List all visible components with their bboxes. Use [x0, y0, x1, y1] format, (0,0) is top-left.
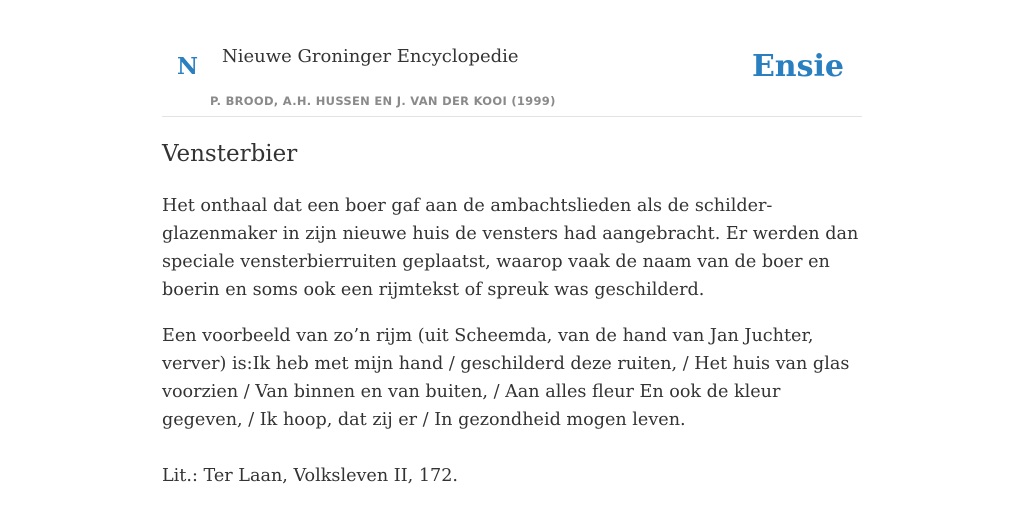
- entry-paragraph-example: Een voorbeeld van zo’n rijm (uit Scheemda, van de hand van Jan Juchter, verver) is:Ik heb met mijn hand / geschilderd deze ruiten, / Het huis van glas voorzien / Van binnen en van buiten, / Aan alles fleur En ook de kleur gegeven, / Ik hoop, dat zij er / In gezondheid mogen leven.: [162, 326, 850, 430]
- entry-content: [162, 137, 864, 490]
- entry-literature: Lit.: Ter Laan, Volksleven II, 172.: [162, 466, 459, 486]
- encyclopedia-title-link[interactable]: Nieuwe Groninger Encyclopedie: [222, 46, 519, 67]
- encyclopedia-authors: P. BROOD, A.H. HUSSEN EN J. VAN DER KOOI (1999): [210, 94, 556, 108]
- entry-paragraph-definition: Het onthaal dat een boer gaf aan de ambachtslieden als de schilder-glazenmaker in zijn nieuwe huis de vensters had aangebracht. Er werden dan speciale vensterbierruiten geplaatst, waarop vaak de naam van de boer en boerin en soms ook een rijmtekst of spreuk was geschilderd.: [162, 196, 859, 300]
- encyclopedia-logo[interactable]: N: [177, 53, 199, 80]
- encyclopedia-header: [162, 0, 862, 117]
- entry-title: Vensterbier: [162, 141, 298, 167]
- ensie-brand-link[interactable]: Ensie: [751, 49, 844, 84]
